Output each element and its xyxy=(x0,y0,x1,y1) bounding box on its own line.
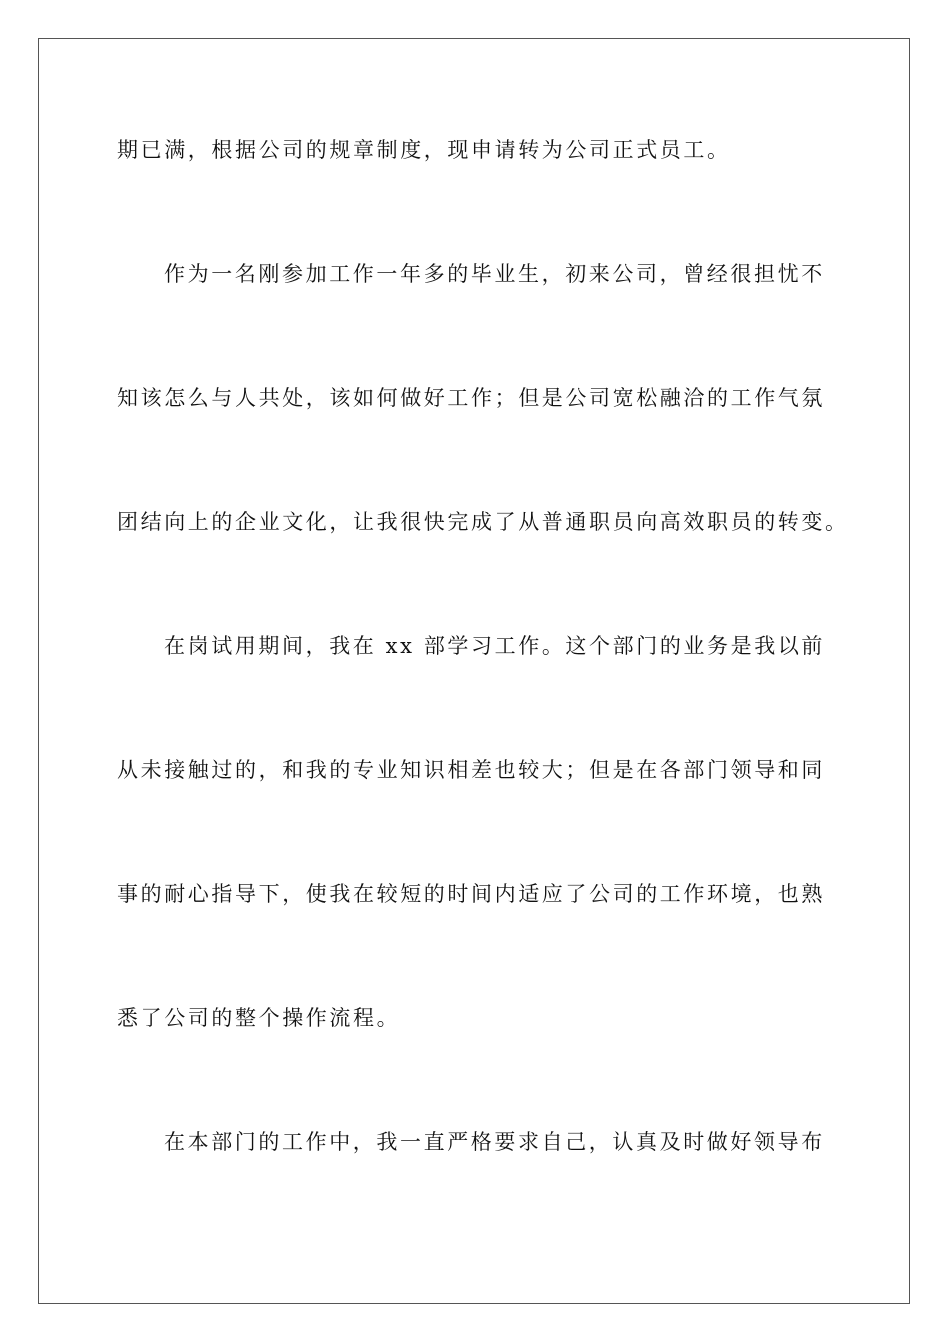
text-line-3: 知该怎么与人共处，该如何做好工作；但是公司宽松融洽的工作气氛 xyxy=(117,386,825,410)
text-line-6: 从未接触过的，和我的专业知识相差也较大；但是在各部门领导和同 xyxy=(117,758,825,782)
text-line-7: 事的耐心指导下，使我在较短的时间内适应了公司的工作环境，也熟 xyxy=(117,882,825,906)
text-line-9: 在本部门的工作中，我一直严格要求自己，认真及时做好领导布 xyxy=(164,1130,825,1154)
text-line-1: 期已满，根据公司的规章制度，现申请转为公司正式员工。 xyxy=(117,138,731,162)
text-line-4: 团结向上的企业文化，让我很快完成了从普通职员向高效职员的转变。 xyxy=(117,510,849,534)
page-border xyxy=(38,38,910,1304)
text-line-5: 在岗试用期间，我在 xx 部学习工作。这个部门的业务是我以前 xyxy=(164,634,826,658)
text-line-2: 作为一名刚参加工作一年多的毕业生，初来公司，曾经很担忧不 xyxy=(164,262,825,286)
text-line-8: 悉了公司的整个操作流程。 xyxy=(117,1006,401,1030)
